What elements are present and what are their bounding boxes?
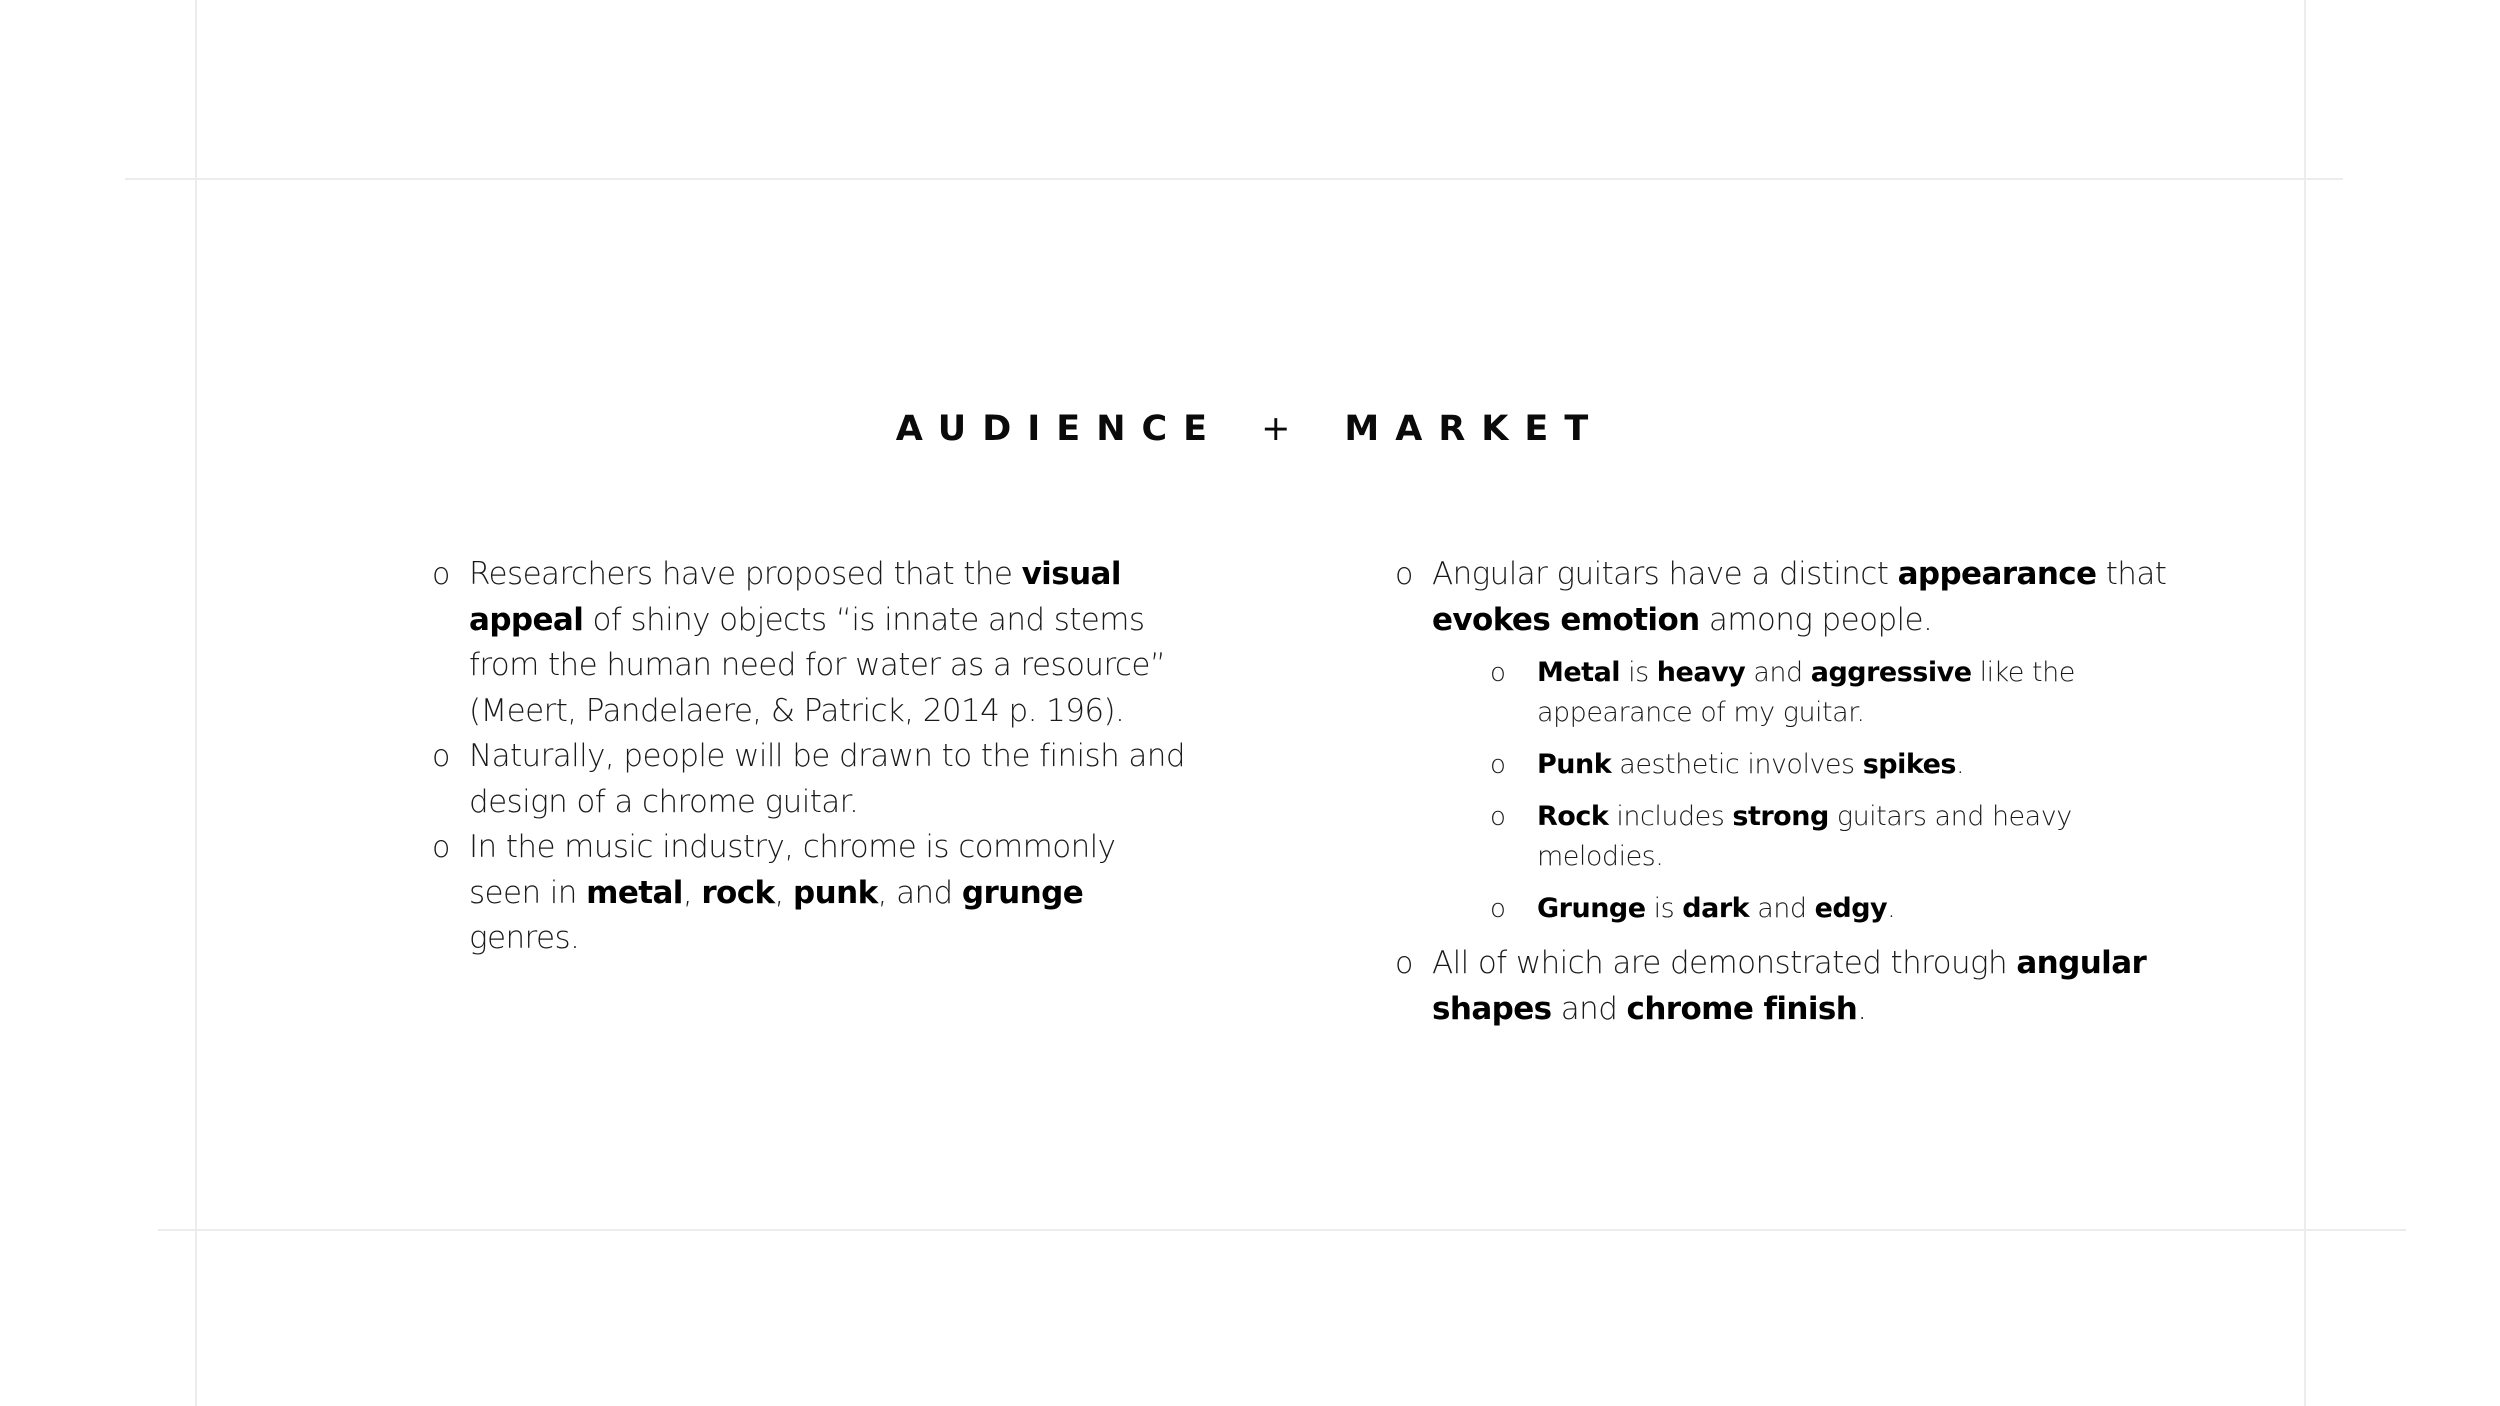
item-text: , (774, 874, 794, 911)
item-text: that (2096, 556, 2167, 592)
item-text: , (682, 874, 702, 911)
item-bold-text: chrome finish (1626, 990, 1858, 1027)
item-text: and (1749, 893, 1815, 924)
bullet-marker: o (1395, 557, 1413, 592)
bullet-marker: o (432, 739, 450, 774)
guide-line-horizontal-bottom (158, 1229, 2406, 1231)
item-text: like the appearance of my guitar. (1537, 657, 2075, 728)
item-text: Naturally, people will be drawn to the finish and design of a chrome guitar. (469, 738, 1185, 820)
list-item (432, 734, 1192, 825)
item-text: includes (1608, 801, 1733, 832)
item-bold-text: appearance (1897, 556, 2097, 592)
sub-list-item (1490, 653, 2175, 733)
guide-line-vertical-left (195, 0, 197, 1406)
item-bold-text: heavy (1656, 657, 1746, 688)
item-text: Researchers have proposed that the (469, 556, 1022, 592)
list-item (432, 825, 1192, 962)
item-bold-text: strong (1732, 801, 1829, 832)
page-title (0, 409, 2500, 449)
list-item (1395, 941, 2175, 1032)
item-bold-text: metal (586, 874, 683, 911)
left-column (432, 552, 1192, 962)
item-bold-text: spikes (1862, 749, 1956, 780)
item-text: Angular guitars have a distinct (1432, 556, 1898, 592)
item-text: . (1955, 749, 1965, 780)
item-bold-text: grunge (961, 874, 1084, 911)
item-bold-text: edgy (1814, 893, 1888, 924)
bullet-marker: o (432, 557, 450, 592)
guide-line-horizontal-top (125, 178, 2343, 180)
item-text: . (1887, 893, 1896, 924)
item-bold-text: angular shapes (1432, 945, 2147, 1027)
item-bold-text: evokes emotion (1432, 601, 1700, 638)
bullet-marker: o (1490, 802, 1506, 832)
sub-list (1490, 653, 2175, 929)
title-plus: + (1261, 409, 1307, 449)
item-text: among people. (1699, 601, 1933, 638)
sub-list-item (1490, 745, 2175, 785)
item-text: guitars and heavy melodies. (1537, 801, 2072, 872)
sub-list-item (1490, 889, 2175, 929)
item-bold-text: punk (793, 874, 878, 911)
bullet-marker: o (1490, 894, 1506, 924)
item-text: and (1745, 657, 1811, 688)
item-text: , and (877, 874, 962, 911)
right-column (1395, 552, 2175, 1032)
list-item (1395, 552, 2175, 643)
bullet-marker: o (1395, 946, 1413, 981)
item-text: . (1857, 990, 1867, 1027)
item-text: All of which are demonstrated through (1432, 945, 2017, 981)
item-text: and (1551, 990, 1627, 1027)
item-bold-text: aggressive (1810, 657, 1972, 688)
bullet-marker: o (1490, 658, 1506, 688)
bullet-marker: o (1490, 750, 1506, 780)
item-text: In the music industry, chrome is commonly seen in (469, 829, 1116, 911)
item-bold-text: rock (701, 874, 775, 911)
item-text: is (1645, 893, 1683, 924)
list-item (432, 552, 1192, 734)
item-bold-text: dark (1682, 893, 1750, 924)
item-text: aesthetic involves (1611, 749, 1863, 780)
item-bold-text: visual appeal (469, 556, 1121, 638)
sub-list-item (1490, 797, 2175, 877)
item-bold-text: Metal (1537, 657, 1621, 688)
title-audience: AUDIENCE (895, 409, 1224, 449)
item-text: is (1620, 657, 1657, 688)
guide-line-vertical-right (2304, 0, 2306, 1406)
item-bold-text: Rock (1537, 801, 1609, 832)
item-bold-text: Grunge (1537, 893, 1646, 924)
item-bold-text: Punk (1537, 749, 1612, 780)
item-text: of shiny objects “is innate and stems from the human need for water as a resource” (Meert, Pandelaere, & Patrick, 2014 p. 196). (469, 601, 1166, 729)
item-text: genres. (469, 920, 580, 956)
title-market: MARKET (1344, 409, 1605, 449)
bullet-marker: o (432, 830, 450, 865)
